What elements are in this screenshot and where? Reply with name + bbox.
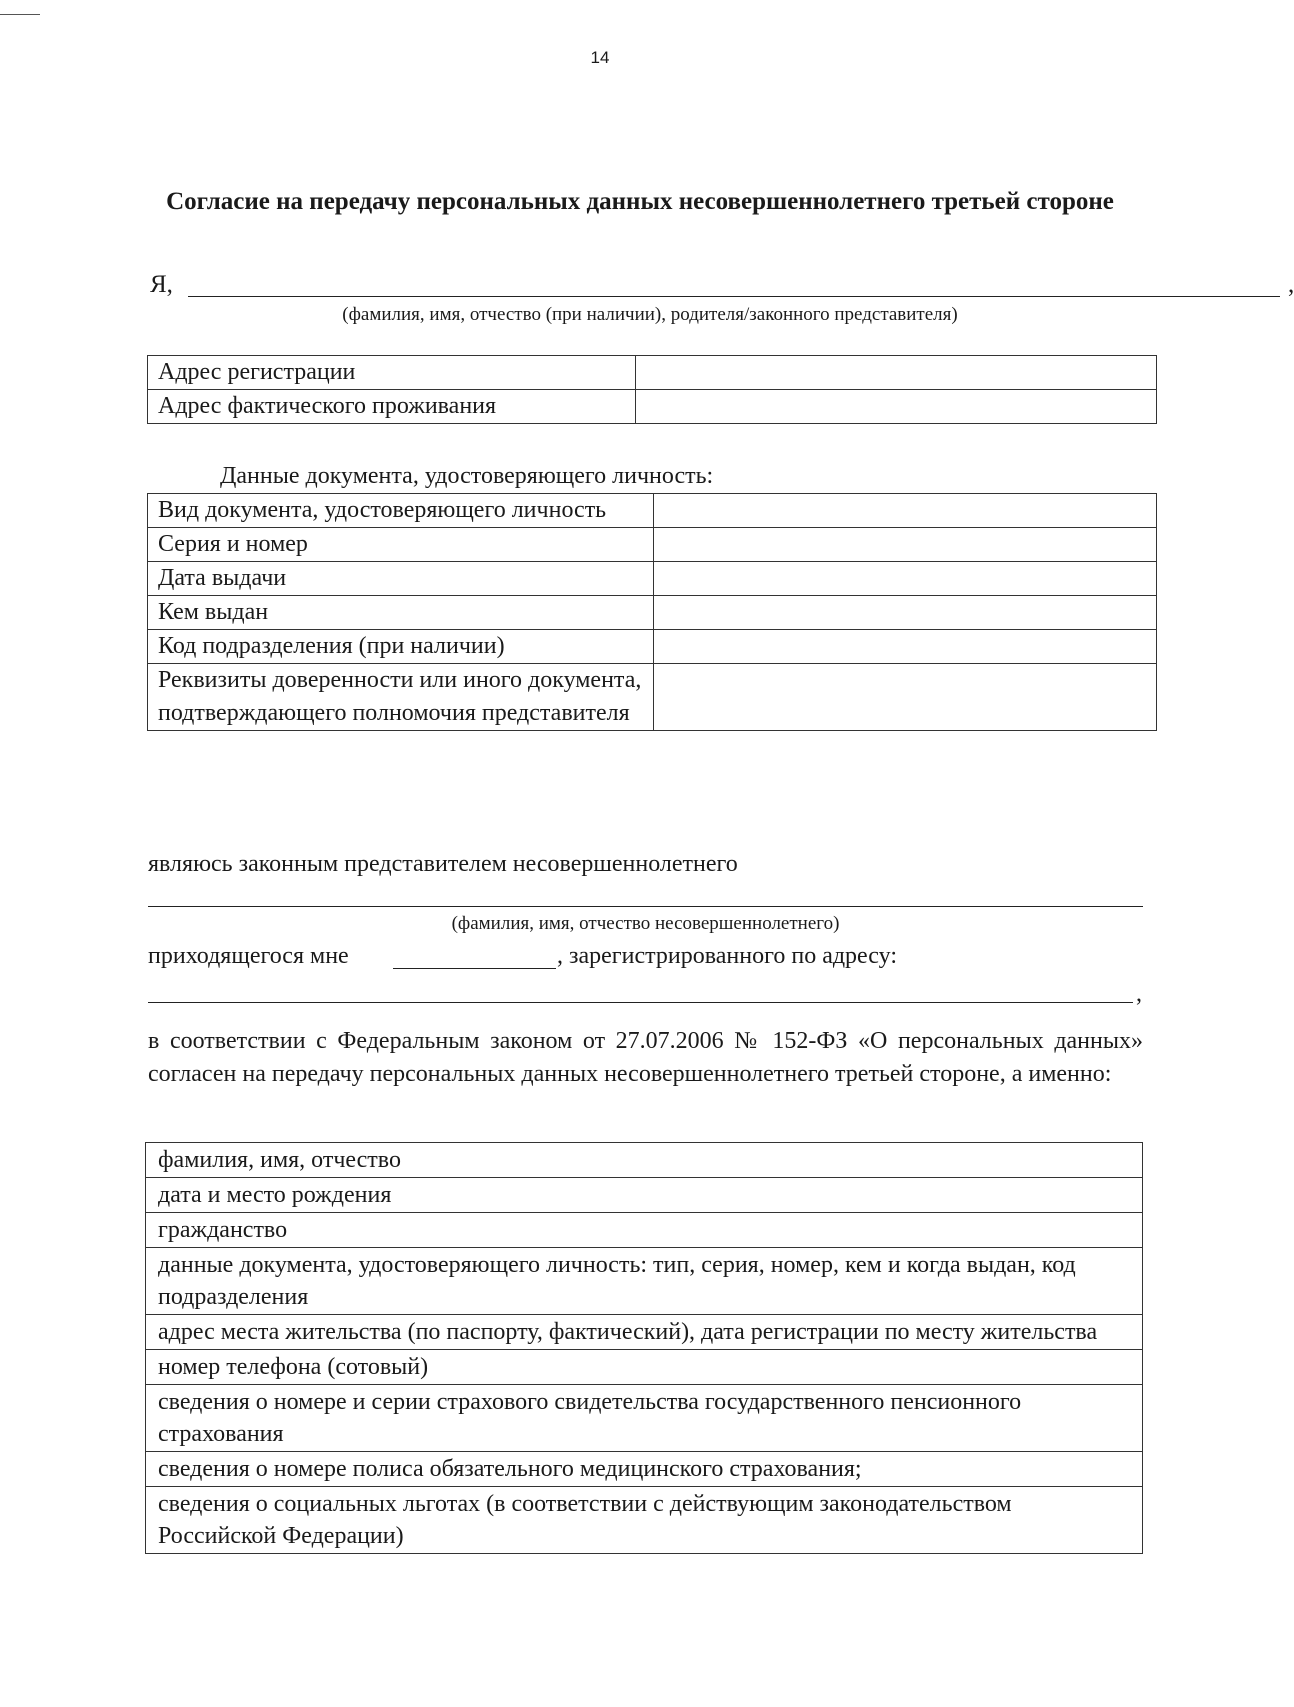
fio-suffix: ,: [1288, 271, 1294, 298]
list-item: [146, 1385, 1143, 1452]
identity-document-table: [147, 493, 1157, 731]
table-row: [148, 596, 1157, 630]
list-item-text: фамилия, имя, отчество: [146, 1143, 1143, 1178]
list-item-text: сведения о номере полиса обязательного медицинского страхования;: [146, 1452, 1143, 1487]
series-number-label: Серия и номер: [148, 528, 654, 562]
table-row: [148, 390, 1157, 424]
table-row: [148, 528, 1157, 562]
list-item-text: дата и место рождения: [146, 1178, 1143, 1213]
table-row: [148, 494, 1157, 528]
issue-date-field[interactable]: [653, 562, 1156, 596]
list-item: [146, 1178, 1143, 1213]
address-registration-label: Адрес регистрации: [148, 356, 636, 390]
list-item-text: данные документа, удостоверяющего личность: тип, серия, номер, кем и когда выдан, код подразделения: [146, 1248, 1143, 1315]
address-actual-label: Адрес фактического проживания: [148, 390, 636, 424]
minor-fio-caption: (фамилия, имя, отчество несовершеннолетнего): [451, 913, 840, 934]
representative-text: являюсь законным представителем несовершеннолетнего: [148, 851, 738, 877]
table-row: [148, 562, 1157, 596]
address-suffix: ,: [1136, 981, 1142, 1007]
document-type-field[interactable]: [653, 494, 1156, 528]
list-item: [146, 1452, 1143, 1487]
list-item: [146, 1350, 1143, 1385]
relation-field[interactable]: [393, 968, 556, 969]
power-of-attorney-label: Реквизиты доверенности или иного документа, подтверждающего полномочия представителя: [148, 664, 654, 731]
list-item-text: гражданство: [146, 1213, 1143, 1248]
list-item-text: сведения о социальных льготах (в соответствии с действующим законодательством Российской Федерации): [146, 1487, 1143, 1554]
document-heading: Данные документа, удостоверяющего личность:: [220, 463, 714, 489]
table-row: [148, 630, 1157, 664]
table-row: [148, 664, 1157, 731]
fio-prefix: Я,: [150, 271, 173, 298]
list-item: [146, 1487, 1143, 1554]
address-registration-field[interactable]: [636, 356, 1157, 390]
document-type-label: Вид документа, удостоверяющего личность: [148, 494, 654, 528]
issue-date-label: Дата выдачи: [148, 562, 654, 596]
consent-paragraph: в соответствии с Федеральным законом от 27.07.2006 № 152-ФЗ «О персональных данных» согласен на передачу персональных данных несовершеннолетнего третьей стороне, а именно:: [148, 1028, 1143, 1087]
list-item: [146, 1143, 1143, 1178]
list-item-text: адрес места жительства (по паспорту, фактический), дата регистрации по месту жительства: [146, 1315, 1143, 1350]
series-number-field[interactable]: [653, 528, 1156, 562]
document-title: Согласие на передачу персональных данных несовершеннолетнего третьей стороне: [166, 188, 1114, 215]
division-code-label: Код подразделения (при наличии): [148, 630, 654, 664]
scan-edge-mark: [0, 14, 40, 15]
personal-data-list: [145, 1142, 1143, 1554]
issued-by-label: Кем выдан: [148, 596, 654, 630]
issued-by-field[interactable]: [653, 596, 1156, 630]
list-item: [146, 1213, 1143, 1248]
address-table: [147, 355, 1157, 424]
list-item-text: сведения о номере и серии страхового свидетельства государственного пенсионного страхования: [146, 1385, 1143, 1452]
list-item-text: номер телефона (сотовый): [146, 1350, 1143, 1385]
list-item: [146, 1315, 1143, 1350]
minor-fio-field[interactable]: [148, 906, 1143, 907]
minor-address-field[interactable]: [148, 1002, 1133, 1003]
parent-fio-caption: (фамилия, имя, отчество (при наличии), родителя/законного представителя): [342, 304, 958, 325]
division-code-field[interactable]: [653, 630, 1156, 664]
list-item: [146, 1248, 1143, 1315]
power-of-attorney-field[interactable]: [653, 664, 1156, 731]
parent-fio-field[interactable]: [188, 296, 1280, 297]
page-number: 14: [590, 48, 610, 67]
relation-suffix: , зарегистрированного по адресу:: [557, 943, 897, 969]
table-row: [148, 356, 1157, 390]
relation-prefix: приходящегося мне: [148, 943, 349, 969]
address-actual-field[interactable]: [636, 390, 1157, 424]
